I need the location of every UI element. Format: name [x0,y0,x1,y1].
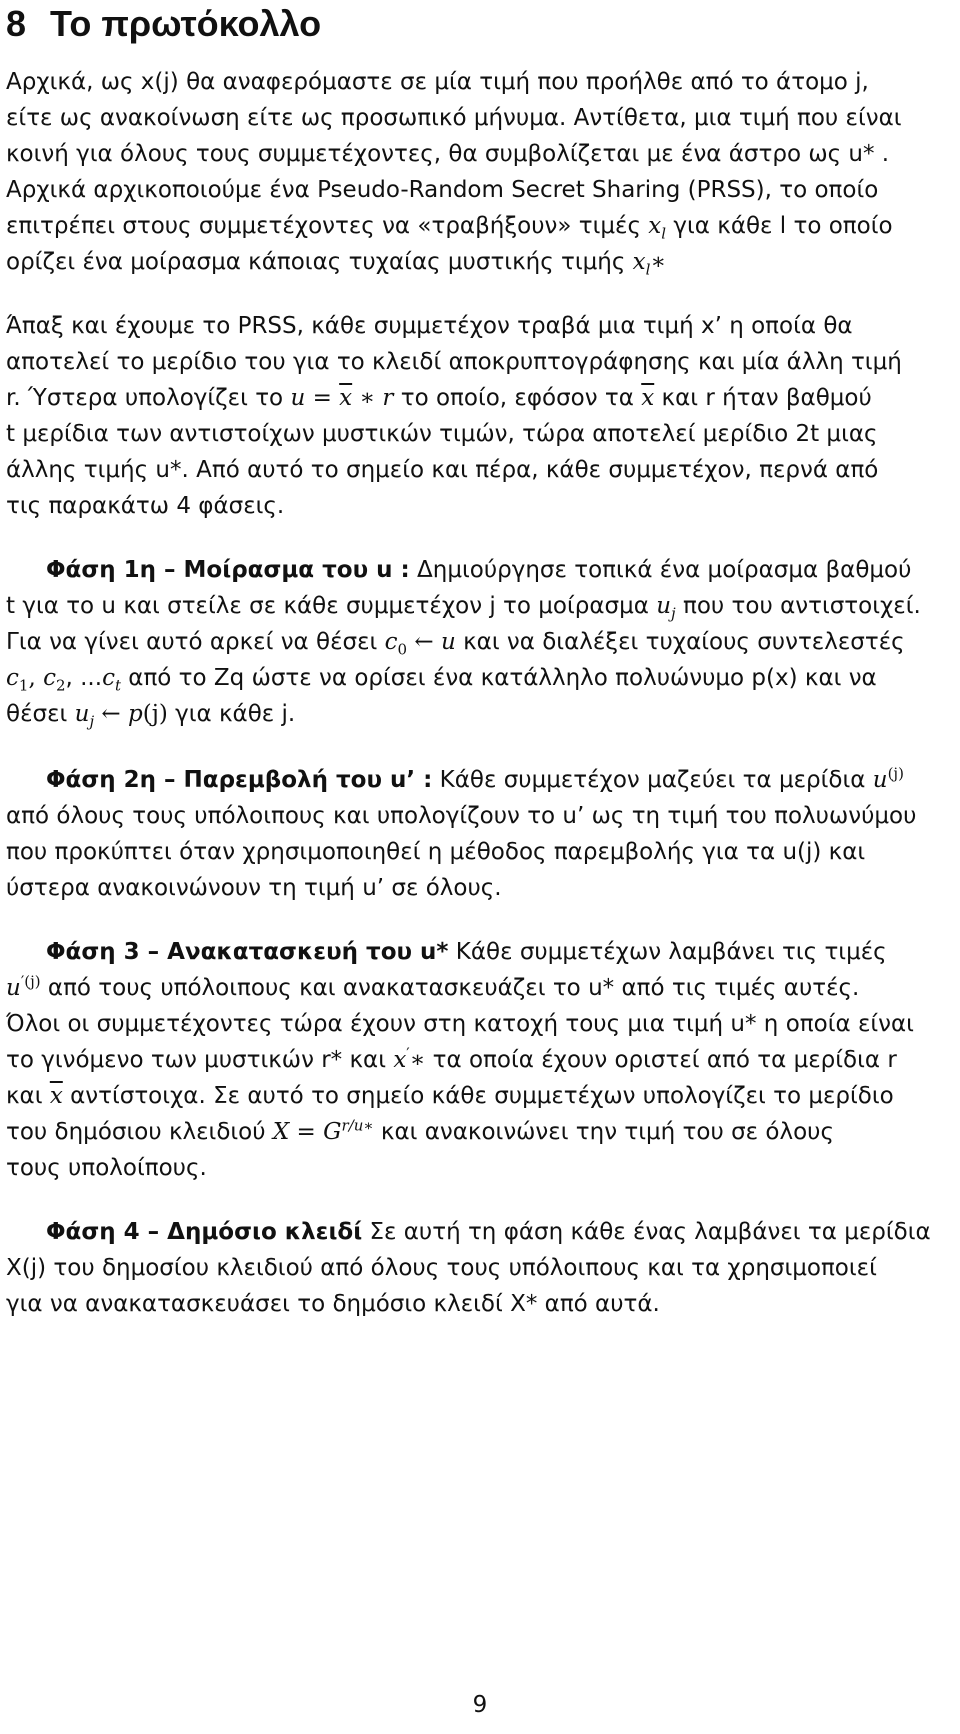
text-line: ορίζει ένα μοίρασμα κάποιας τυχαίας μυστικής τιμής $x_l∗$ [6,249,667,279]
text-line: X(j) του δημοσίου κλειδιού από όλους τους υπόλοιπους και τα χρησιμοποιεί [6,1255,877,1281]
text-line: του δημόσιου κλειδιού $X = G^{r/u∗}$ και ανακοινώνει την τιμή του σε όλους [6,1116,834,1145]
text-line: τους υπολοίπους. [6,1155,207,1181]
text-line: t για το u και στείλε σε κάθε συμμετέχον j το μοίρασμα $u_j$ που του αντιστοιχεί. [6,593,921,623]
text-line: είτε ως ανακοίνωση είτε ως προσωπικό μήνυμα. Αντίθετα, μια τιμή που είναι [6,105,902,131]
phase2-title: Φάση 2η – Παρεμβολή του u’ : [46,767,433,793]
text-line: $u^{'(j)}$ από τους υπόλοιπους και ανακατασκευάζει το u* από τις τιμές αυτές. [6,972,860,1001]
phase4-title: Φάση 4 – Δημόσιο κλειδί [46,1219,363,1245]
text-line: θέσει $u_j$ ← p(j) για κάθε j. [6,701,296,731]
page-number: 9 [472,1692,488,1718]
phase1-title: Φάση 1η – Μοίρασμα του u : [46,557,410,583]
text-line: Φάση 4 – Δημόσιο κλειδί Σε αυτή τη φάση κάθε ένας λαμβάνει τα μερίδια [46,1219,931,1245]
text-line: r. Ύστερα υπολογίζει το $u = \overline{x}$ ∗ r το οποίο, εφόσον τα $\overline{x}$ και r ήταν βαθμού [6,385,872,411]
text-line: που προκύπτει όταν χρησιμοποιηθεί η μέθοδος παρεμβολής για τα u(j) και [6,839,866,865]
text-line: Για να γίνει αυτό αρκεί να θέσει $c_0$ ← u και να διαλέξει τυχαίους συντελεστές [6,629,905,659]
section-heading [6,0,321,48]
text-line: ύστερα ανακοινώνουν τη τιμή u’ σε όλους. [6,875,502,901]
text-line: τις παρακάτω 4 φάσεις. [6,493,285,519]
text-line: t μερίδια των αντιστοίχων μυστικών τιμών, τώρα αποτελεί μερίδιο 2t μιας [6,421,878,447]
text-line: αποτελεί το μερίδιο του για το κλειδί αποκρυπτογράφησης και μία άλλη τιμή [6,349,902,375]
phase3-title: Φάση 3 – Ανακατασκευή του u* [46,939,449,965]
text-line: Άπαξ και έχουμε το PRSS, κάθε συμμετέχον τραβά μια τιμή x’ η οποία θα [6,313,853,339]
math-x: x [632,249,646,275]
section-title: Το πρωτόκολλο [50,3,322,44]
text-line: και $\overline{x}$ αντίστοιχα. Σε αυτό το σημείο κάθε συμμετέχων υπολογίζει το μερίδιο [6,1083,894,1109]
text-line: κοινή για όλους τους συμμετέχοντες, θα συμβολίζεται με ένα άστρο ως u* . [6,141,890,167]
text-line: άλλης τιμής u*. Από αυτό το σημείο και πέρα, κάθε συμμετέχον, περνά από [6,457,879,483]
text-line: το γινόμενο των μυστικών r* και x′∗ τα οποία έχουν οριστεί από τα μερίδια r [6,1044,897,1073]
text-line: Αρχικά, ως x(j) θα αναφερόμαστε σε μία τιμή που προήλθε από το άτομο j, [6,69,869,95]
math-x: x [648,213,662,239]
text-line: $c_1$, $c_2$, $...c_t$ από το Zq ώστε να ορίσει ένα κατάλληλο πολυώνυμο p(x) και να [6,665,877,695]
text-line: επιτρέπει στους συμμετέχοντες να «τραβήξουν» τιμές $x_l$ για κάθε l το οποίο [6,213,893,243]
text-line: από όλους τους υπόλοιπους και υπολογίζουν το u’ ως τη τιμή του πολυωνύμου [6,803,917,829]
text-line: Φάση 3 – Ανακατασκευή του u* Κάθε συμμετέχων λαμβάνει τις τιμές [46,939,887,965]
text-line: Φάση 1η – Μοίρασμα του u : Δημιούργησε τοπικά ένα μοίρασμα βαθμού [46,557,912,583]
text-line: Όλοι οι συμμετέχοντες τώρα έχουν στη κατοχή τους μια τιμή u* η οποία είναι [6,1011,914,1037]
text-line: για να ανακατασκευάσει το δημόσιο κλειδί X* από αυτά. [6,1291,660,1317]
section-number: 8 [6,3,27,44]
text-line: Αρχικά αρχικοποιούμε ένα Pseudo-Random Secret Sharing (PRSS), το οποίο [6,177,879,203]
text-line: Φάση 2η – Παρεμβολή του u’ : Κάθε συμμετέχον μαζεύει τα μερίδια $u^{(j)}$ [46,764,904,793]
